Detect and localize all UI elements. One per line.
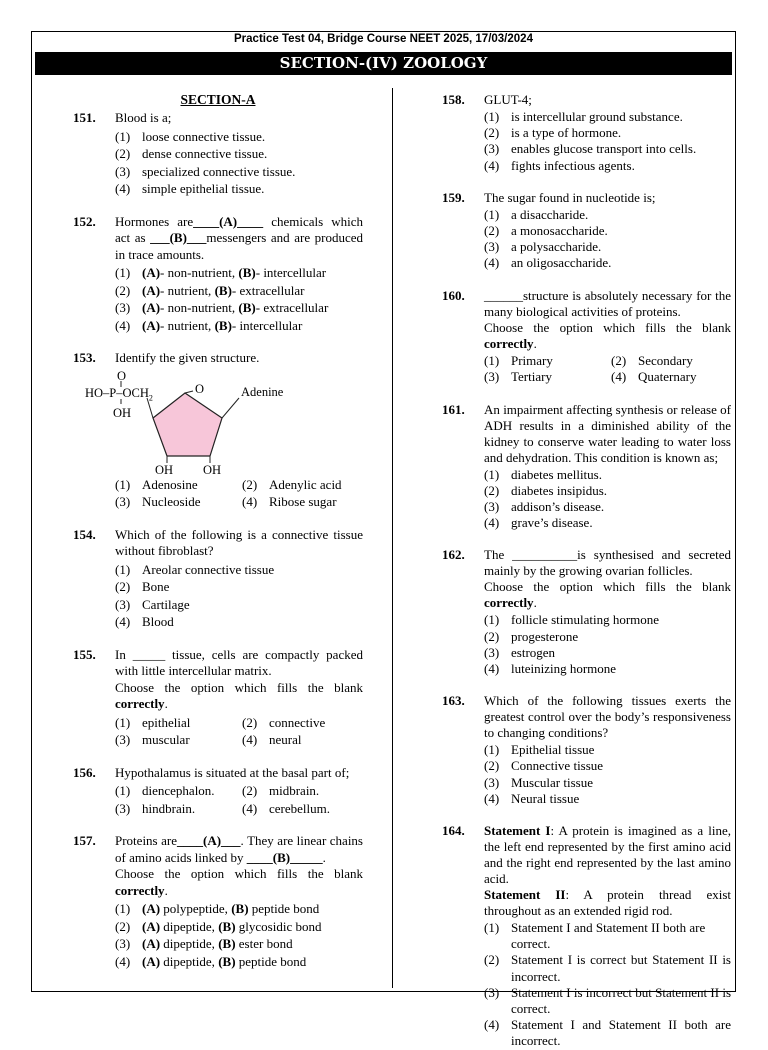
option-3[interactable]: (3) specialized connective tissue. (115, 163, 296, 179)
option-4[interactable]: (4) neural (242, 732, 302, 747)
option-4[interactable]: (4) grave’s disease. (484, 515, 593, 531)
option-3[interactable]: (3) Tertiary (484, 369, 552, 385)
left-column (73, 92, 363, 970)
option-2[interactable]: (2) connective (242, 714, 326, 730)
right-column (442, 92, 731, 1050)
adenine-label: Adenine (241, 384, 284, 399)
option-4[interactable]: (4) simple epithelial tissue. (115, 181, 265, 196)
option-4[interactable]: (4) Neural tissue (484, 790, 580, 806)
question-154 (73, 527, 363, 631)
option-1[interactable]: (1) Primary (484, 352, 553, 368)
question-151 (73, 110, 363, 198)
option-3[interactable]: (3) Cartilage (115, 596, 190, 612)
question-paper-page (31, 31, 736, 1049)
column-divider (392, 88, 393, 988)
question-159 (442, 190, 731, 272)
option-2[interactable]: (2) (A) dipeptide, (B) glycosidic bond (115, 918, 322, 934)
question-160 (442, 288, 731, 386)
question-stem: GLUT-4; (484, 92, 532, 107)
option-4[interactable]: (4) cerebellum. (242, 800, 330, 816)
option-3[interactable]: (3) Muscular tissue (484, 774, 593, 790)
option-1[interactable]: (1) is intercellular ground substance. (484, 109, 683, 124)
option-4[interactable]: (4) fights infectious agents. (484, 157, 635, 173)
ring-oxygen-label: O (195, 381, 205, 396)
option-4[interactable]: (4) an oligosaccharide. (484, 255, 612, 271)
option-4[interactable]: (4) (A)- nutrient, (B)- intercellular (115, 317, 303, 333)
question-157 (73, 833, 363, 970)
option-1[interactable]: (1) Epithelial tissue (484, 742, 595, 758)
option-3[interactable]: (3) muscular (115, 732, 190, 747)
option-2[interactable]: (2) is a type of hormone. (484, 125, 622, 141)
option-2[interactable]: (2) Bone (115, 579, 170, 594)
option-3[interactable]: (3) Nucleoside (115, 494, 201, 509)
question-stem: Which of the following is a connective tissue without fibroblast? (115, 526, 363, 558)
oh-left-label: OH (155, 462, 174, 477)
option-2[interactable]: (2) Adenylic acid (242, 476, 342, 492)
question-number: 158. (442, 92, 465, 107)
option-2[interactable]: (2) Secondary (611, 352, 693, 368)
question-stem: Hormones are____(A)____ chemicals which act as ___(B)___messengers and are produced in trace amounts. (115, 213, 364, 262)
question-155 (73, 647, 363, 749)
question-152 (73, 214, 363, 335)
question-number: 152. (73, 213, 96, 229)
option-1[interactable]: (1) Statement I and Statement II both are correct. (484, 920, 706, 952)
question-156 (73, 765, 363, 818)
question-stem: Hypothalamus is situated at the basal part of; (115, 764, 350, 780)
phosphate-o-label: O (117, 368, 127, 383)
option-3[interactable]: (3) addison’s disease. (484, 499, 605, 515)
option-1[interactable]: (1) loose connective tissue. (115, 128, 266, 144)
oh-right-label: OH (203, 462, 222, 477)
question-number: 151. (73, 110, 96, 125)
option-3[interactable]: (3) (A) dipeptide, (B) ester bond (115, 936, 293, 951)
question-stem: In _____ tissue, cells are compactly packed with little intercellular matrix. Choose the option which fills the blank correctly. (115, 646, 363, 711)
option-3[interactable]: (3) Statement I is incorrect but Statement II is correct. (484, 984, 731, 1017)
option-2[interactable]: (2) dense connective tissue. (115, 146, 268, 161)
section-title-bar: SECTION-(IV) ZOOLOGY (35, 52, 732, 75)
question-number: 164. (442, 823, 465, 839)
question-number: 154. (73, 526, 96, 542)
question-153 (73, 350, 363, 511)
question-163 (442, 693, 731, 807)
option-1[interactable]: (1) (A)- non-nutrient, (B)- intercellular (115, 265, 327, 280)
option-4[interactable]: (4) Blood (115, 614, 174, 629)
ribose-ring (153, 393, 222, 456)
option-1[interactable]: (1) diabetes mellitus. (484, 466, 602, 482)
option-1[interactable]: (1) a disaccharide. (484, 206, 589, 222)
question-162 (442, 547, 731, 677)
option-1[interactable]: (1) epithelial (115, 714, 191, 730)
question-stem: Which of the following tissues exerts the greatest control over the body’s responsiveness to changing conditions? (484, 693, 731, 741)
option-2[interactable]: (2) midbrain. (242, 783, 320, 798)
question-stem: Identify the given structure. (115, 350, 260, 365)
option-2[interactable]: (2) (A)- nutrient, (B)- extracellular (115, 282, 305, 298)
nucleotide-structure-diagram (85, 368, 363, 477)
phosphate-oh-label: OH (113, 405, 132, 420)
option-3[interactable]: (3) a polysaccharide. (484, 239, 602, 255)
question-stem: Proteins are____(A)___. They are linear chains of amino acids linked by ____(B)_____. Choose the option which fills the blank correctly. (115, 833, 363, 898)
question-stem: Blood is a; (115, 110, 172, 125)
option-4[interactable]: (4) Quaternary (611, 369, 697, 385)
option-3[interactable]: (3) estrogen (484, 644, 556, 660)
sub-section-heading: SECTION-A (180, 92, 256, 107)
question-164 (442, 823, 731, 1050)
option-4[interactable]: (4) Statement I and Statement II both are incorrect. (484, 1017, 731, 1049)
option-1[interactable]: (1) Adenosine (115, 476, 198, 492)
option-1[interactable]: (1) Areolar connective tissue (115, 561, 275, 577)
option-2[interactable]: (2) diabetes insipidus. (484, 482, 608, 498)
option-3[interactable]: (3) enables glucose transport into cells. (484, 141, 697, 157)
question-number: 156. (73, 764, 96, 780)
option-2[interactable]: (2) Connective tissue (484, 758, 604, 774)
question-stem: The __________is synthesised and secreted mainly by the growing ovarian follicles. Choose the option which fills the blank correctly. (484, 547, 731, 611)
question-number: 163. (442, 693, 465, 709)
option-3[interactable]: (3) (A)- non-nutrient, (B)- extracellular (115, 300, 329, 315)
question-number: 155. (73, 646, 96, 662)
question-number: 159. (442, 189, 465, 205)
question-stem: ______structure is absolutely necessary for the many biological activities of proteins. Choose the option which fills the blank correctly. (484, 287, 731, 351)
question-number: 153. (73, 350, 96, 365)
ring-bond-o (185, 391, 193, 393)
adenine-bond (222, 398, 239, 418)
question-stem: An impairment affecting synthesis or release of ADH results in a diminished ability of the kidney to conserve water leading to water loss and dehydration. This condition is known as; (484, 401, 731, 465)
option-4[interactable]: (4) luteinizing hormone (484, 661, 617, 677)
option-1[interactable]: (1) diencephalon. (115, 783, 215, 798)
test-header-title: Practice Test 04, Bridge Course NEET 2025, 17/03/2024 (234, 33, 533, 45)
option-2[interactable]: (2) Statement I is correct but Statement II is incorrect. (484, 952, 731, 984)
question-number: 160. (442, 287, 465, 303)
question-158 (442, 92, 731, 174)
phosphate-label: $HO-P-OCH_2$ (85, 385, 153, 402)
option-4[interactable]: (4) (A) dipeptide, (B) peptide bond (115, 953, 307, 969)
option-3[interactable]: (3) hindbrain. (115, 800, 196, 816)
option-1[interactable]: (1) follicle stimulating hormone (484, 612, 660, 628)
option-2[interactable]: (2) progesterone (484, 628, 579, 644)
option-4[interactable]: (4) Ribose sugar (242, 494, 337, 509)
question-number: 162. (442, 547, 465, 563)
question-number: 161. (442, 401, 465, 417)
option-1[interactable]: (1) (A) polypeptide, (B) peptide bond (115, 901, 320, 916)
question-161 (442, 402, 731, 532)
question-stem: The sugar found in nucleotide is; (484, 189, 656, 205)
question-stem: Statement I: A protein is imagined as a line, the left end represented by the first amino acid and the right end represented by the last amino acid. Statement II: A protein thread exist throughout as an extended rigid rod. (484, 823, 732, 919)
question-number: 157. (73, 833, 96, 848)
option-2[interactable]: (2) a monosaccharide. (484, 223, 608, 239)
